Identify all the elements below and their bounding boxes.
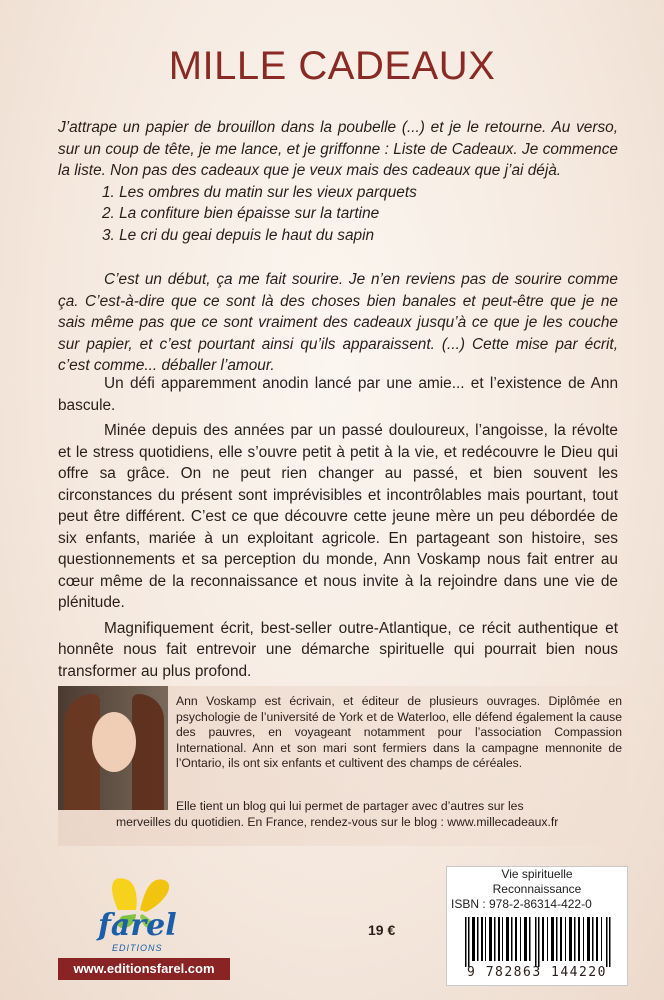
category-label: Vie spirituelle bbox=[501, 867, 573, 881]
barcode-digits: 9 782863 144220 bbox=[467, 965, 607, 980]
author-blog-line: merveilles du quotidien. En France, rendez-vous sur le blog : www.millecadeaux.fr bbox=[116, 815, 559, 829]
publisher-website[interactable]: www.editionsfarel.com bbox=[58, 958, 230, 980]
price: 19 € bbox=[368, 922, 396, 938]
quote-reflection: C’est un début, ça me fait sourire. Je n’en reviens pas de sourire comme ça. C’est-à-dire que ce sont là des choses bien banales et peut-être que je ne sais même pas que ce sont vraiment des cadeaux jusqu’à ce que je les couche sur papier, et c’est pourtant ainsi qu’ils apparaissent. (...) Cette mise par écrit, c’est comme... déballer l’amour. bbox=[58, 271, 618, 374]
synopsis-paragraph: Un défi apparemment anodin lancé par une amie... et l’existence de Ann bascule. bbox=[58, 375, 618, 414]
quote-excerpt bbox=[58, 117, 618, 377]
isbn-number: ISBN : 978-2-86314-422-0 bbox=[451, 897, 592, 911]
synopsis bbox=[58, 373, 618, 682]
gift-list-item: 3. Le cri du geai depuis le haut du sapin bbox=[102, 226, 375, 244]
publisher-logo-sub: EDITIONS bbox=[112, 943, 163, 953]
gift-list-item: 2. La confiture bien épaisse sur la tartine bbox=[102, 205, 380, 222]
book-title: MILLE CADEAUX bbox=[168, 44, 496, 88]
author-photo bbox=[58, 686, 168, 810]
category-label: Reconnaissance bbox=[492, 882, 582, 896]
gift-list-item: 1. Les ombres du matin sur les vieux parquets bbox=[102, 183, 417, 201]
isbn-box bbox=[446, 866, 628, 986]
author-blog-line: Elle tient un blog qui lui permet de partager avec d’autres sur les bbox=[176, 799, 524, 813]
barcode-icon bbox=[463, 917, 613, 967]
gift-list bbox=[58, 182, 618, 247]
author-bio: Ann Voskamp est écrivain, et éditeur de plusieurs ouvrages. Diplômée en psychologie de l’université de York et de Waterloo, elle défend également la cause des pauvres, en voyageant notamment pour l’association Compassion International. Ann et son mari sont fermiers dans la campagne mennonite de l’Ontario, ils ont six enfants et cultivent des champs de céréales. bbox=[176, 694, 622, 771]
author-section bbox=[58, 686, 628, 846]
synopsis-paragraph: Minée depuis des années par un passé douloureux, l’angoisse, la révolte et le stress quotidiens, elle s’ouvre petit à petit à la vie, et redécouvre le Dieu qui offre sa grâce. On ne peut rien changer au passé, et bien souvent les circonstances du présent sont imprévisibles et incontrôlables mais pourtant, tout peut être différent. C’est ce que découvre cette jeune mère un peu débordée de six enfants, mariée à un exploitant agricole. En partageant son histoire, ses questionnements et sa perception du monde, Ann Voskamp nous fait entrer au cœur même de la reconnaissance et nous invite à la rejoindre dans une vie de plénitude. bbox=[58, 422, 618, 611]
synopsis-paragraph: Magnifiquement écrit, best-seller outre-Atlantique, ce récit authentique et honnête nous fait entrevoir une démarche spirituelle qui pourrait bien nous transformer au plus profond. bbox=[58, 619, 618, 680]
publisher-logo-word: farel bbox=[98, 908, 177, 943]
quote-intro: J’attrape un papier de brouillon dans la poubelle (...) et je le retourne. Au verso, sur un coup de tête, je me lance, et je griffonne : Liste de Cadeaux. Je commence la liste. Non pas des cadeaux que je veux mais des cadeaux que j’ai déjà. bbox=[58, 119, 618, 179]
